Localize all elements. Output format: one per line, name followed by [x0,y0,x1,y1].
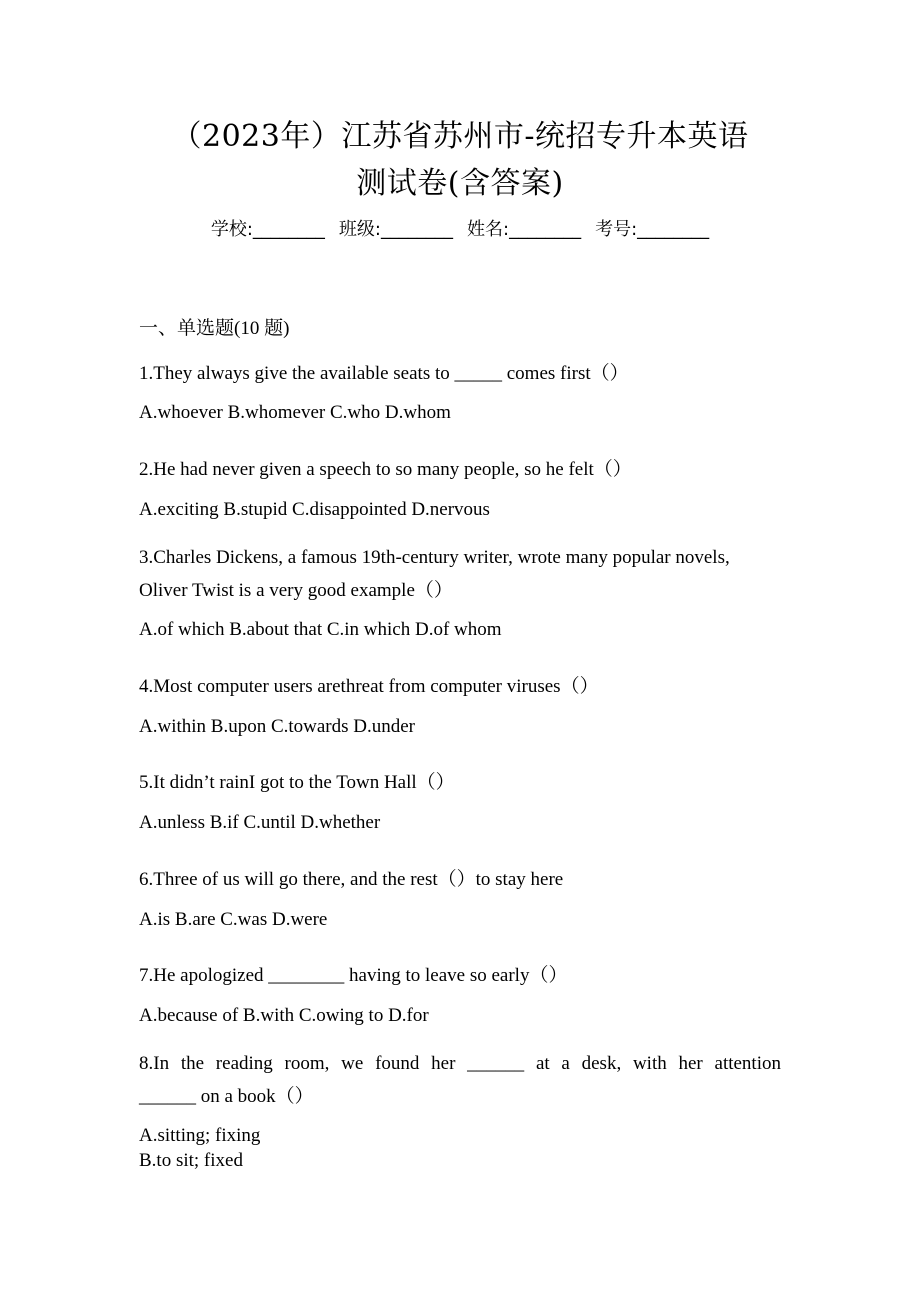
exam-number-blank: ________ [637,219,710,240]
school-field [211,217,325,243]
name-field [467,217,581,243]
exam-number-label: 考号: [595,219,638,240]
exam-title-line-2: 测试卷(含答案) [356,166,564,201]
class-label: 班级: [338,219,381,240]
exam-title-line-1: （2023年）江苏省苏州市-统招专升本英语 [171,119,749,154]
question-7-options: A.because of B.with C.owing to D.for [139,1005,429,1026]
question-6-options: A.is B.are C.was D.were [139,909,328,930]
question-5-options: A.unless B.if C.until D.whether [139,812,381,833]
question-1-stem: 1.They always give the available seats to _____ comes first（） [139,363,629,384]
section-heading: 一、单选题(10 题) [139,318,290,339]
question-4-options: A.within B.upon C.towards D.under [139,716,416,737]
name-label: 姓名: [467,219,510,240]
question-8-option-a: A.sitting; fixing [139,1125,261,1146]
question-1-options: A.whoever B.whomever C.who D.whom [139,402,451,423]
student-info-fields [0,217,920,243]
question-2-options: A.exciting B.stupid C.disappointed D.nervous [139,499,490,520]
class-field [339,217,453,243]
class-blank: ________ [381,219,453,240]
question-6-stem: 6.Three of us will go there, and the rest（）to stay here [139,869,564,890]
name-blank: ________ [509,219,582,240]
question-8-option-b: B.to sit; fixed [139,1150,243,1171]
question-4-stem: 4.Most computer users arethreat from computer viruses（） [139,676,599,697]
question-8-stem-line-1: 8.In the reading room, we found her ______ at a desk, with her attention [139,1053,781,1074]
school-label: 学校: [210,219,253,240]
question-5-stem: 5.It didn’t rainI got to the Town Hall（） [139,772,455,793]
school-blank: ________ [252,219,325,240]
question-8-stem-line-2: ______ on a book（） [139,1086,314,1107]
exam-number-field [595,217,709,243]
question-3-stem-line-2: Oliver Twist is a very good example（） [139,580,453,601]
question-3-options: A.of which B.about that C.in which D.of whom [139,619,502,640]
question-3-stem-line-1: 3.Charles Dickens, a famous 19th-century writer, wrote many popular novels, [139,547,730,568]
question-2-stem: 2.He had never given a speech to so many people, so he felt（） [139,459,632,480]
question-7-stem: 7.He apologized ________ having to leave so early（） [139,965,568,986]
